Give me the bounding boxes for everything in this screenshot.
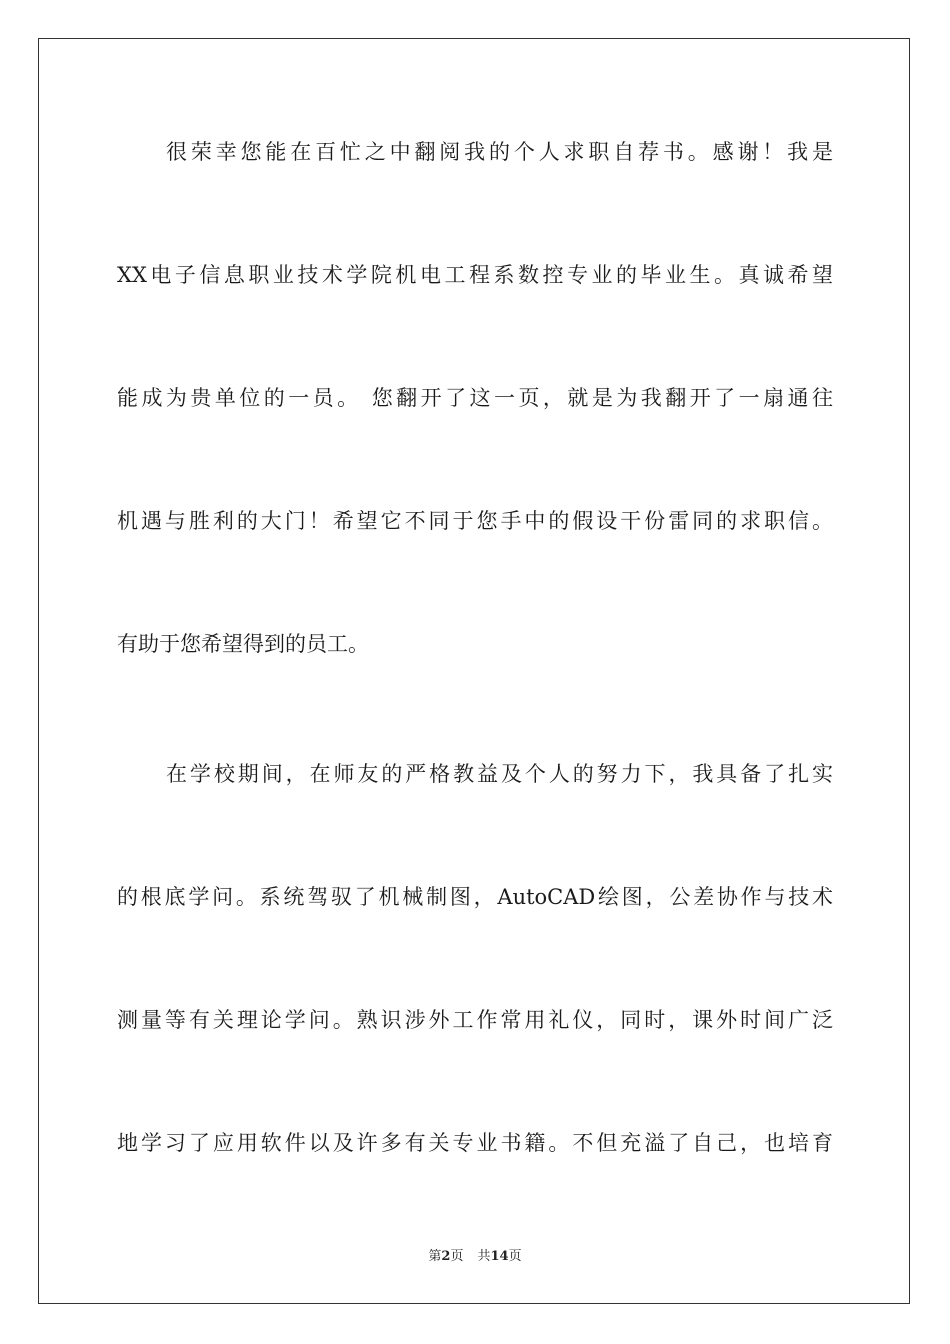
- paragraph-1-line-2: XX电子信息职业技术学院机电工程系数控专业的毕业生。真诚希望: [117, 263, 833, 287]
- footer-current-page: 2: [441, 1249, 451, 1264]
- paragraph-1-line-4: 机遇与胜利的大门！希望它不同于您手中的假设干份雷同的求职信。: [117, 509, 833, 533]
- paragraph-2-line-4: 地学习了应用软件以及许多有关专业书籍。不但充溢了自己，也培育: [117, 1131, 833, 1155]
- paragraph-1-line-1: 很荣幸您能在百忙之中翻阅我的个人求职自荐书。感谢！我是: [166, 140, 833, 164]
- paragraph-1-line-5: 有助于您希望得到的员工。: [117, 632, 369, 656]
- footer-total-suffix: 页: [508, 1249, 522, 1264]
- page-footer: [0, 1248, 950, 1266]
- footer-total-pages: 14: [490, 1249, 509, 1264]
- footer-prefix: 第: [428, 1249, 442, 1264]
- footer-total-prefix: 共: [477, 1249, 491, 1264]
- footer-page-suffix: 页: [450, 1249, 464, 1264]
- page-border: [38, 38, 910, 1304]
- paragraph-2-line-3: 测量等有关理论学问。熟识涉外工作常用礼仪，同时，课外时间广泛: [117, 1008, 833, 1032]
- paragraph-2-line-2: 的根底学问。系统驾驭了机械制图，AutoCAD绘图，公差协作与技术: [117, 885, 833, 909]
- paragraph-2-line-1: 在学校期间，在师友的严格教益及个人的努力下，我具备了扎实: [166, 762, 833, 786]
- paragraph-1-line-3: 能成为贵单位的一员。 您翻开了这一页，就是为我翻开了一扇通往: [117, 386, 833, 410]
